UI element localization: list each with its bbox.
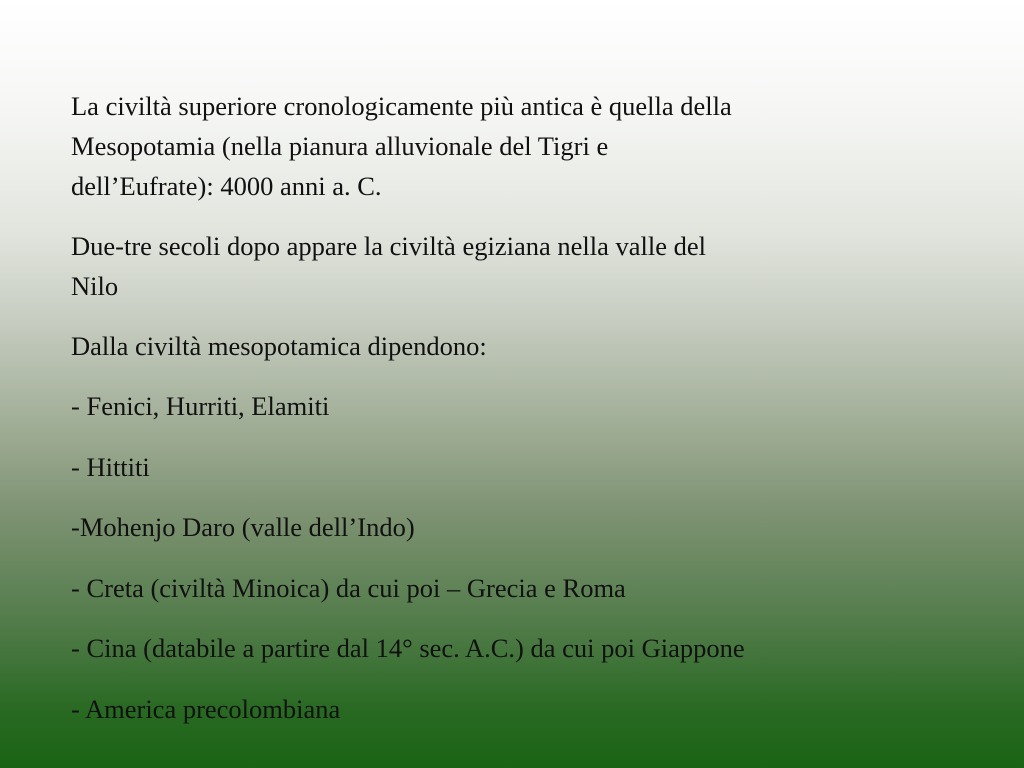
paragraph-mesopotamia: La civiltà superiore cronologicamente più antica è quella della Mesopotamia (nella pianura alluvionale del Tigri e dell’Eufrate): 4000 anni a. C. [71, 91, 732, 201]
paragraph-egypt: Due-tre secoli dopo appare la civiltà egiziana nella valle del Nilo [71, 231, 706, 301]
list-item-fenici: - Fenici, Hurriti, Elamiti [71, 391, 330, 421]
list-item-creta: - Creta (civiltà Minoica) da cui poi – Grecia e Roma [71, 572, 626, 603]
list-item-cina: - Cina (databile a partire dal 14° sec. A.C.) da cui poi Giappone [71, 633, 745, 663]
list-item-hittiti: - Hittiti [71, 451, 150, 482]
list-item-mohenjo-daro: -Mohenjo Daro (valle dell’Indo) [71, 512, 415, 542]
paragraph-dependents-intro: Dalla civiltà mesopotamica dipendono: [71, 331, 487, 361]
list-item-america: - America precolombiana [71, 693, 341, 724]
slide-body [71, 86, 971, 749]
